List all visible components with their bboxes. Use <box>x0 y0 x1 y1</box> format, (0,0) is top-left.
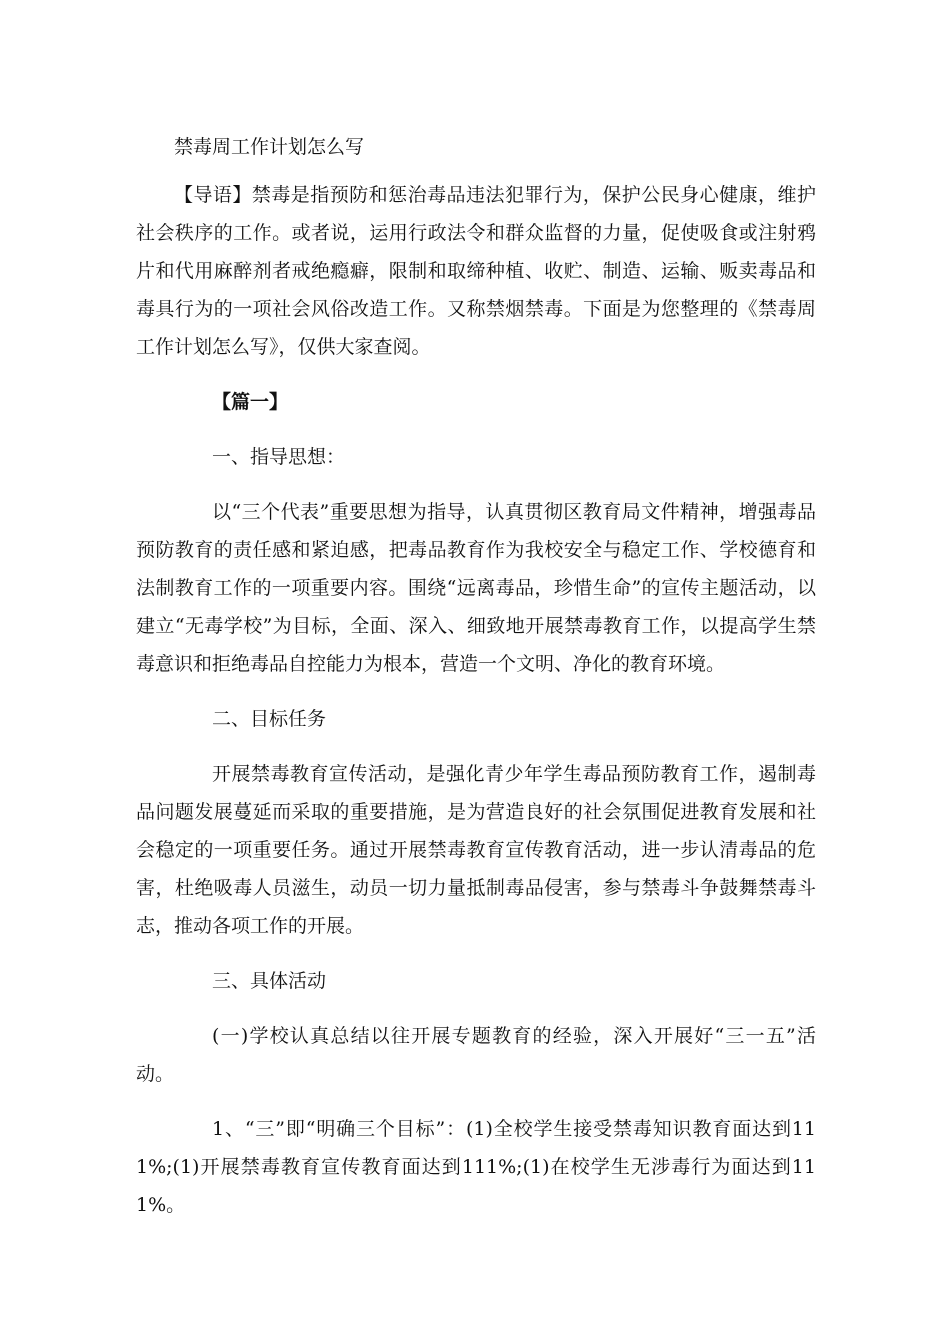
document-body <box>136 128 816 1241</box>
paragraph-goals-tasks: 开展禁毒教育宣传活动，是强化青少年学生毒品预防教育工作，遏制毒品问题发展蔓延而采取的重要措施，是为营造良好的社会氛围促进教育发展和社会稳定的一项重要任务。通过开展禁毒教育宣传教育活动，进一步认清毒品的危害，杜绝吸毒人员滋生，动员一切力量抵制毒品侵害，参与禁毒斗争鼓舞禁毒斗志，推动各项工作的开展。 <box>136 763 816 937</box>
paragraph-guiding-ideology: 以“三个代表”重要思想为指导，认真贯彻区教育局文件精神，增强毒品预防教育的责任感和紧迫感，把毒品教育作为我校安全与稳定工作、学校德育和法制教育工作的一项重要内容。围绕“远离毒品，珍惜生命”的宣传主题活动，以建立“无毒学校”为目标，全面、深入、细致地开展禁毒教育工作，以提高学生禁毒意识和拒绝毒品自控能力为根本，营造一个文明、净化的教育环境。 <box>136 501 816 675</box>
paragraph-activity-one: (一)学校认真总结以往开展专题教育的经验，深入开展好“三一五”活动。 <box>136 1025 816 1085</box>
document-title: 禁毒周工作计划怎么写 <box>174 136 365 158</box>
intro-paragraph: 【导语】禁毒是指预防和惩治毒品违法犯罪行为，保护公民身心健康，维护社会秩序的工作。或者说，运用行政法令和群众监督的力量，促使吸食或注射鸦片和代用麻醉剂者戒绝瘾癖，限制和取缔种植、收贮、制造、运输、贩卖毒品和毒具行为的一项社会风俗改造工作。又称禁烟禁毒。下面是为您整理的《禁毒周工作计划怎么写》，仅供大家查阅。 <box>136 184 816 358</box>
heading-specific-activities: 三、具体活动 <box>212 970 327 992</box>
section-label: 【篇一】 <box>212 391 289 413</box>
paragraph-three-goals: 1、“三”即“明确三个目标”：(1)全校学生接受禁毒知识教育面达到111%;(1)开展禁毒教育宣传教育面达到111%;(1)在校学生无涉毒行为面达到111%。 <box>136 1118 816 1216</box>
heading-guiding-ideology: 一、指导思想： <box>212 446 346 468</box>
heading-goals-tasks: 二、目标任务 <box>212 708 327 730</box>
